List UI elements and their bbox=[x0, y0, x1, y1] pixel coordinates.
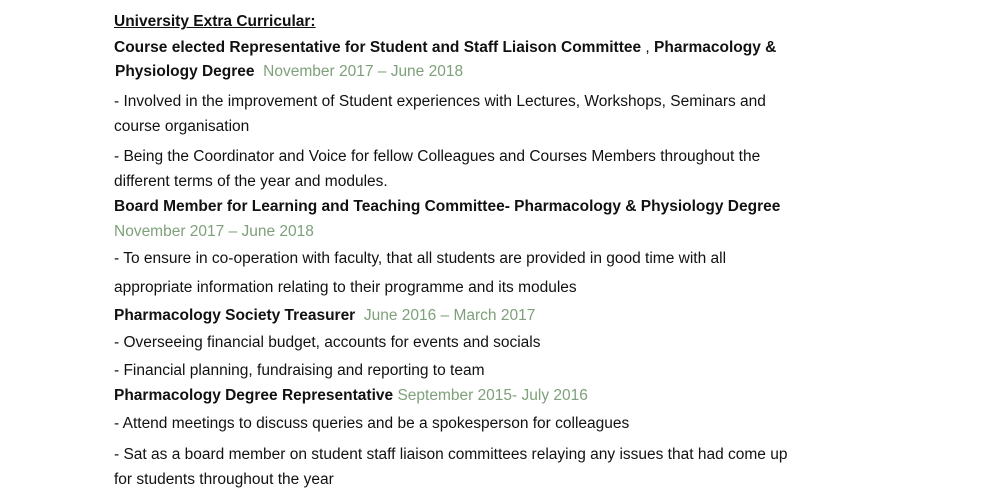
role-1-title-degree-part: Pharmacology & bbox=[654, 39, 777, 56]
role-4-bullet-1: - Attend meetings to discuss queries and be a spokesperson for colleagues bbox=[114, 415, 630, 432]
role-1-title-degree: Physiology Degree bbox=[115, 63, 255, 80]
role-1-bullet-2-line-2: different terms of the year and modules. bbox=[114, 173, 388, 190]
section-heading: University Extra Curricular: bbox=[114, 13, 316, 30]
role-2-bullet-1-line-2: appropriate information relating to their programme and its modules bbox=[114, 279, 577, 296]
role-1-bullet-2-line-1: - Being the Coordinator and Voice for fellow Colleagues and Courses Members throughout the bbox=[114, 148, 761, 165]
role-3-title-line bbox=[114, 306, 535, 326]
role-1-title: Course elected Representative for Student and Staff Liaison Committee bbox=[114, 39, 642, 56]
role-3-title: Pharmacology Society Treasurer bbox=[114, 307, 356, 324]
role-1-title-line-2 bbox=[115, 62, 463, 82]
role-1-title-separator: , bbox=[641, 39, 655, 56]
role-3-dates: June 2016 – March 2017 bbox=[363, 307, 536, 324]
role-4-dates: September 2015- July 2016 bbox=[397, 387, 588, 404]
role-2-title: Board Member for Learning and Teaching Committee- Pharmacology & Physiology Degree bbox=[114, 198, 781, 215]
role-3-bullet-2: - Financial planning, fundraising and reporting to team bbox=[114, 362, 485, 379]
role-4-title: Pharmacology Degree Representative bbox=[114, 387, 394, 404]
role-4-title-line bbox=[114, 386, 588, 406]
role-4-bullet-2-line-1: - Sat as a board member on student staff liaison committees relaying any issues that had come up bbox=[114, 446, 788, 463]
role-1-dates: November 2017 – June 2018 bbox=[263, 63, 464, 80]
role-3-bullet-1: - Overseeing financial budget, accounts for events and socials bbox=[114, 334, 541, 351]
role-1-bullet-1-line-1: - Involved in the improvement of Student experiences with Lectures, Workshops, Seminars and bbox=[114, 93, 766, 110]
role-1-bullet-1-line-2: course organisation bbox=[114, 118, 250, 135]
role-4-bullet-2-line-2: for students throughout the year bbox=[114, 471, 334, 488]
role-2-bullet-1-line-1: - To ensure in co-operation with faculty, that all students are provided in good time with all bbox=[114, 250, 727, 267]
role-1-title-line-1 bbox=[114, 38, 776, 58]
role-2-dates: November 2017 – June 2018 bbox=[114, 223, 314, 240]
